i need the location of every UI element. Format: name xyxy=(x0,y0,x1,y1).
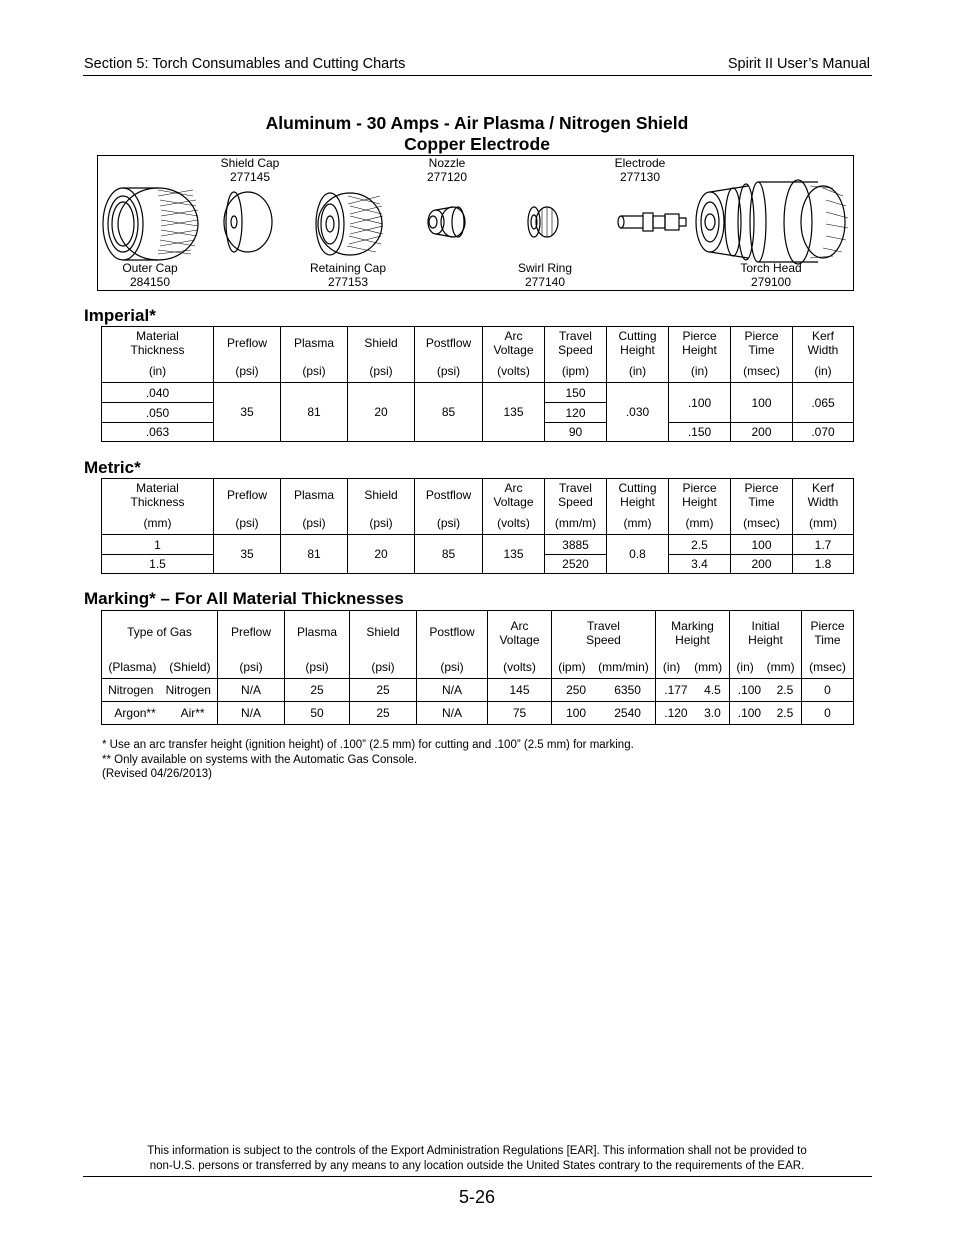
kerf-width-cell: .065 xyxy=(793,383,854,423)
footer-rule xyxy=(83,1176,872,1177)
plasma-cell: 81 xyxy=(281,535,348,574)
page-number: 5-26 xyxy=(458,1187,496,1207)
pierce-height-cell: .150 xyxy=(669,423,731,442)
shield-cell: 25 xyxy=(350,679,417,702)
column-header: Shield (psi) xyxy=(348,479,415,535)
table-row xyxy=(102,535,854,555)
thickness-cell: 1 xyxy=(102,535,214,555)
marking-height-header: Marking Height (in) (mm) xyxy=(656,611,730,679)
metric-heading: Metric* xyxy=(84,458,141,477)
column-header: Preflow (psi) xyxy=(214,479,281,535)
column-header: Plasma (psi) xyxy=(281,327,348,383)
shield-cap-drawing xyxy=(224,192,272,252)
section-title: Section 5: Torch Consumables and Cutting Charts xyxy=(84,56,406,72)
column-header: Postflow (psi) xyxy=(415,327,483,383)
travel-speed-cell: 150 xyxy=(545,383,607,403)
cutting-height-cell: .030 xyxy=(607,383,669,442)
arc-voltage-cell: 135 xyxy=(483,535,545,574)
swirl-ring-label: Swirl Ring 277140 xyxy=(517,261,572,289)
torch-head-label: Torch Head 279100 xyxy=(740,261,802,289)
travel-speed-cell: 2520 xyxy=(545,555,607,574)
preflow-cell: 35 xyxy=(214,535,281,574)
nozzle-drawing xyxy=(428,207,465,237)
electrode-drawing xyxy=(618,213,686,231)
plasma-cell: 25 xyxy=(285,679,350,702)
pierce-height-cell: 3.4 xyxy=(669,555,731,574)
export-notice-line1: This information is subject to the controls of the Export Administration Regulations [EAR]. This information shall not be provided to xyxy=(147,1145,807,1157)
column-header: Kerf Width (in) xyxy=(793,327,854,383)
footnote-revision: (Revised 04/26/2013) xyxy=(102,768,212,780)
travel-speed-cell: 100 2540 xyxy=(552,702,656,725)
thickness-cell: 1.5 xyxy=(102,555,214,574)
preflow-header: Preflow (psi) xyxy=(218,611,285,679)
gas-cell: Argon** Air** xyxy=(102,702,218,725)
pierce-height-cell: 2.5 xyxy=(669,535,731,555)
arc-voltage-cell: 135 xyxy=(483,383,545,442)
pierce-time-cell: 200 xyxy=(731,555,793,574)
shield-cell: 25 xyxy=(350,702,417,725)
thickness-cell: .050 xyxy=(102,403,214,423)
torch-head-drawing xyxy=(696,180,848,264)
preflow-cell: N/A xyxy=(218,679,285,702)
nozzle-label: Nozzle 277120 xyxy=(426,156,468,184)
column-header: Cutting Height (in) xyxy=(607,327,669,383)
column-header: Plasma (psi) xyxy=(281,479,348,535)
arc-voltage-cell: 75 xyxy=(488,702,552,725)
metric-header-row xyxy=(102,479,854,535)
imperial-table xyxy=(101,326,854,442)
shield-cap-label: Shield Cap 277145 xyxy=(220,156,280,184)
initial-height-header: Initial Height (in) (mm) xyxy=(730,611,802,679)
header-rule xyxy=(83,75,872,76)
initial-height-cell: .100 2.5 xyxy=(730,702,802,725)
manual-title: Spirit II User’s Manual xyxy=(727,56,870,72)
pierce-height-cell: .100 xyxy=(669,383,731,423)
pierce-time-cell: 0 xyxy=(802,679,854,702)
imperial-header-row xyxy=(102,327,854,383)
marking-table xyxy=(101,610,854,725)
column-header: Arc Voltage (volts) xyxy=(483,479,545,535)
column-header: Cutting Height (mm) xyxy=(607,479,669,535)
column-header: Pierce Height (mm) xyxy=(669,479,731,535)
table-row xyxy=(102,383,854,403)
pierce-time-header: Pierce Time (msec) xyxy=(802,611,854,679)
postflow-cell: 85 xyxy=(415,535,483,574)
retaining-cap-label: Retaining Cap 277153 xyxy=(309,261,387,289)
column-header: Shield (psi) xyxy=(348,327,415,383)
arc-voltage-cell: 145 xyxy=(488,679,552,702)
gas-type-header: Type of Gas (Plasma) (Shield) xyxy=(102,611,218,679)
shield-cell: 20 xyxy=(348,383,415,442)
column-header: Preflow (psi) xyxy=(214,327,281,383)
shield-cell: 20 xyxy=(348,535,415,574)
electrode-label: Electrode 277130 xyxy=(614,156,666,184)
initial-height-cell: .100 2.5 xyxy=(730,679,802,702)
export-notice-line2: non-U.S. persons or transferred by any means to any location outside the United States contrary to the requirements of the EAR. xyxy=(149,1160,805,1172)
pierce-time-cell: 100 xyxy=(731,535,793,555)
travel-speed-header: Travel Speed (ipm) (mm/min) xyxy=(552,611,656,679)
column-header: Travel Speed (mm/m) xyxy=(545,479,607,535)
column-header: Pierce Time (msec) xyxy=(731,479,793,535)
footnote-arc-transfer: * Use an arc transfer height (ignition height) of .100” (2.5 mm) for cutting and .100” (2.5 mm) for marking. xyxy=(102,739,634,751)
column-header: Travel Speed (ipm) xyxy=(545,327,607,383)
parts-drawings xyxy=(98,156,853,290)
arc-voltage-header: Arc Voltage (volts) xyxy=(488,611,552,679)
column-header: Pierce Time (msec) xyxy=(731,327,793,383)
travel-speed-cell: 3885 xyxy=(545,535,607,555)
travel-speed-cell: 250 6350 xyxy=(552,679,656,702)
footnote-gas-console: ** Only available on systems with the Automatic Gas Console. xyxy=(102,754,418,766)
table-row xyxy=(102,702,854,725)
marking-header-row xyxy=(102,611,854,679)
preflow-cell: 35 xyxy=(214,383,281,442)
retaining-cap-drawing xyxy=(316,193,383,255)
kerf-width-cell: 1.8 xyxy=(793,555,854,574)
table-row xyxy=(102,679,854,702)
column-header: Pierce Height (in) xyxy=(669,327,731,383)
marking-heading: Marking* – For All Material Thicknesses xyxy=(84,589,404,608)
postflow-cell: N/A xyxy=(417,679,488,702)
preflow-cell: N/A xyxy=(218,702,285,725)
pierce-time-cell: 100 xyxy=(731,383,793,423)
plasma-cell: 50 xyxy=(285,702,350,725)
shield-header: Shield (psi) xyxy=(350,611,417,679)
pierce-time-cell: 0 xyxy=(802,702,854,725)
plasma-cell: 81 xyxy=(281,383,348,442)
column-header: Material Thickness (in) xyxy=(102,327,214,383)
pierce-time-cell: 200 xyxy=(731,423,793,442)
column-header: Arc Voltage (volts) xyxy=(483,327,545,383)
cutting-height-cell: 0.8 xyxy=(607,535,669,574)
postflow-cell: 85 xyxy=(415,383,483,442)
travel-speed-cell: 120 xyxy=(545,403,607,423)
outer-cap-drawing xyxy=(103,188,198,260)
gas-cell: Nitrogen Nitrogen xyxy=(102,679,218,702)
imperial-heading: Imperial* xyxy=(84,306,156,325)
outer-cap-label: Outer Cap 284150 xyxy=(122,261,178,289)
marking-height-cell: .120 3.0 xyxy=(656,702,730,725)
marking-height-cell: .177 4.5 xyxy=(656,679,730,702)
metric-table xyxy=(101,478,854,574)
thickness-cell: .063 xyxy=(102,423,214,442)
postflow-header: Postflow (psi) xyxy=(417,611,488,679)
thickness-cell: .040 xyxy=(102,383,214,403)
travel-speed-cell: 90 xyxy=(545,423,607,442)
chart-subtitle: Copper Electrode xyxy=(404,134,550,154)
plasma-header: Plasma (psi) xyxy=(285,611,350,679)
chart-title: Aluminum - 30 Amps - Air Plasma / Nitrogen Shield xyxy=(265,113,689,133)
column-header: Kerf Width (mm) xyxy=(793,479,854,535)
swirl-ring-drawing xyxy=(528,207,558,237)
column-header: Material Thickness (mm) xyxy=(102,479,214,535)
consumables-diagram xyxy=(97,155,854,291)
postflow-cell: N/A xyxy=(417,702,488,725)
kerf-width-cell: 1.7 xyxy=(793,535,854,555)
kerf-width-cell: .070 xyxy=(793,423,854,442)
column-header: Postflow (psi) xyxy=(415,479,483,535)
